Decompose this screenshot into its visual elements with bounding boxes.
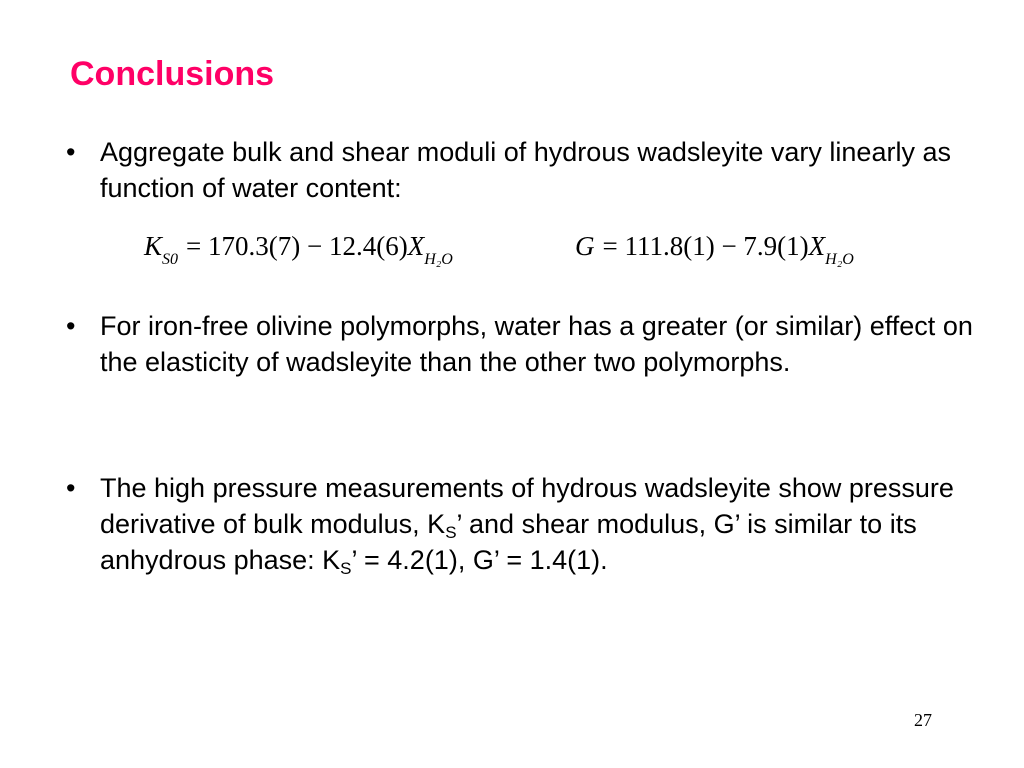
bullet-dot: • — [66, 137, 76, 167]
subscript: S — [445, 523, 457, 542]
bullet-text: For iron-free olivine polymorphs, water has a greater (or similar) effect on the elasticity of wadsleyite than the other two polymorphs. — [100, 311, 973, 377]
bullet-dot: • — [66, 473, 76, 503]
page-number: 27 — [914, 710, 932, 730]
bullet-item — [66, 470, 986, 578]
bullet-item — [66, 308, 986, 380]
bullet-dot: • — [66, 311, 76, 341]
g-rhs: = 111.8(1) − 7.9(1) — [602, 231, 809, 261]
k-rhs: = 170.3(7) − 12.4(6) — [186, 231, 408, 261]
g-variable-subscript: H₂O — [825, 251, 854, 268]
equations — [0, 226, 1024, 270]
slide-title: Conclusions — [70, 55, 275, 93]
k-variable: X — [407, 231, 425, 261]
k-symbol: K — [144, 231, 163, 261]
subscript: S — [340, 559, 352, 578]
bullet-text — [100, 470, 986, 578]
g-symbol: G — [575, 231, 595, 261]
k-subscript: S0 — [162, 251, 179, 268]
k-variable-subscript: H₂O — [424, 251, 453, 268]
bullet-text-part: The high pressure measurements of hydrous wadsleyite show pressure derivative of bulk modulus, K — [100, 473, 954, 539]
bulk-modulus-equation — [144, 226, 453, 266]
bullet-item — [66, 134, 986, 206]
bullet-text-part: ’ = 4.2(1), G’ = 1.4(1). — [351, 545, 608, 575]
shear-modulus-equation — [575, 226, 854, 266]
bullet-text-part: ’ and shear modulus, G’ is similar to its anhydrous phase: K — [100, 509, 917, 575]
g-variable: X — [808, 231, 826, 261]
bullet-text: Aggregate bulk and shear moduli of hydrous wadsleyite vary linearly as function of water content: — [100, 137, 951, 203]
